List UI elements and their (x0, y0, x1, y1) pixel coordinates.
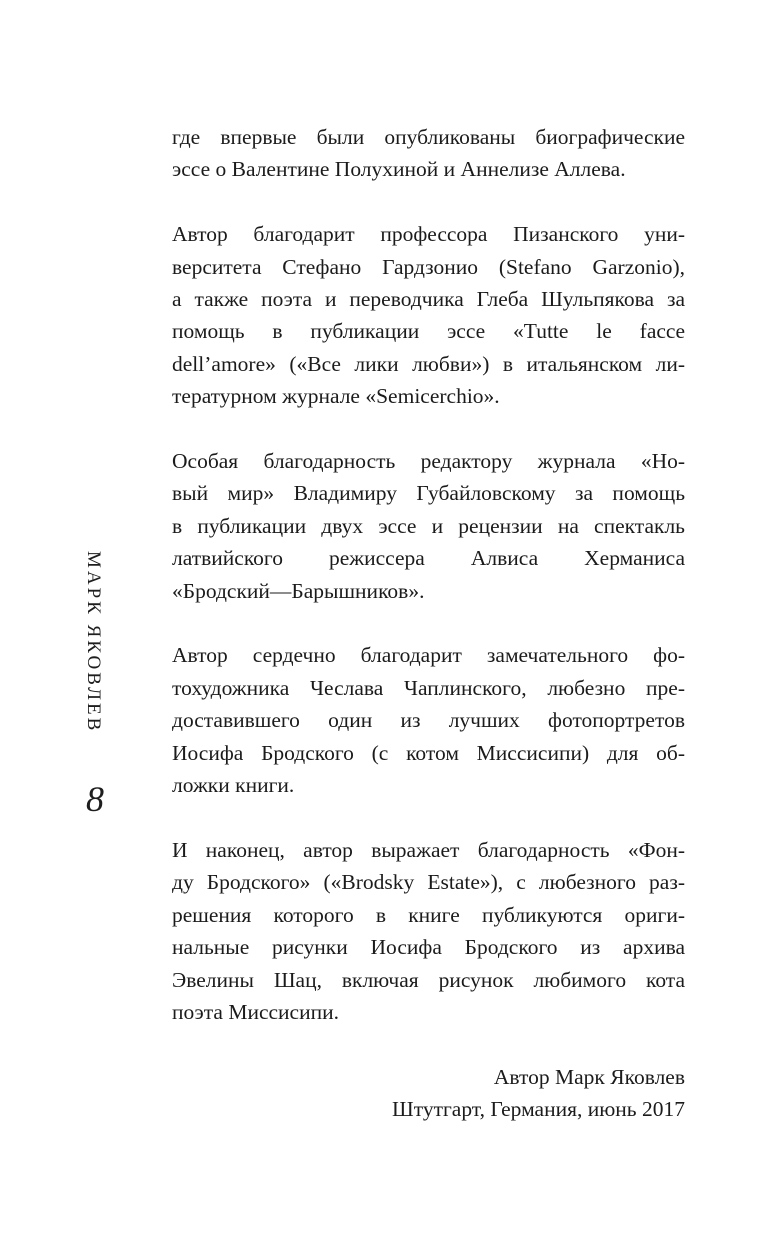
paragraph: Особая благодарность редактору журнала «Но- вый мир» Владимиру Губайловскому за помощь в публикации двух эссе и рецензии на спектакль латвийского режиссера Алвиса Херманиса «Бродский—Барышников». (172, 449, 685, 603)
page-number: 8 (86, 779, 104, 819)
paragraph: Автор благодарит профессора Пизанского уни- верситета Стефано Гардзонио (Stefano Garzonio), а также поэта и переводчика Глеба Шульпякова за помощь в публикации эссе «Tutte le facce dell’amore» («Все лики любви») в итальянском ли- тературном журнале «Semicerchio». (172, 222, 685, 409)
acknowledgements-text (172, 121, 685, 1126)
paragraph: где впервые были опубликованы биографические эссе о Валентине Полухиной и Аннелизе Аллева. (172, 125, 685, 182)
paragraph: Автор сердечно благодарит замечательного фо- тохудожника Чеслава Чаплинского, любезно пре- доставившего один из лучших фотопортретов Иосифа Бродского (с котом Миссисипи) для об- ложки книги. (172, 643, 685, 798)
running-header-author: МАРК ЯКОВЛЕВ (83, 551, 104, 734)
paragraph: И наконец, автор выражает благодарность «Фон- ду Бродского» («Brodsky Estate»), с любезного раз- решения которого в книге публикуются ориги- нальные рисунки Иосифа Бродского из архива Эвелины Шац, включая рисунок любимого кота поэта Миссисипи. (172, 837, 685, 1024)
signature: Автор Марк Яковлев Штутгарт, Германия, июнь 2017 (392, 1064, 685, 1122)
